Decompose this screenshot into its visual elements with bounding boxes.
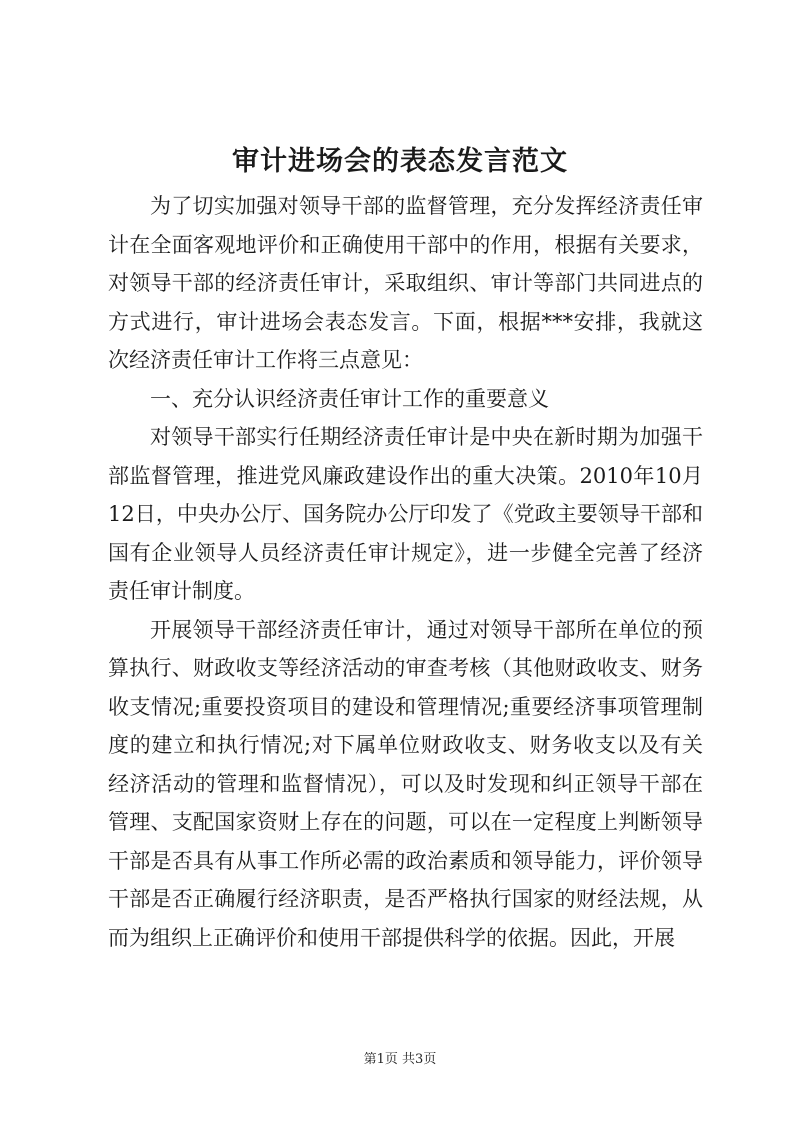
paragraph-audit-purpose: 开展领导干部经济责任审计，通过对领导干部所在单位的预算执行、财政收支等经济活动的审查考核（其他财政收支、财务收支情况;重要投资项目的建设和管理情况;重要经济事项管理制度的建立和执行情况;对下属单位财政收支、财务收支以及有关经济活动的管理和监督情况），可以及时发现和纠正领导干部在管理、支配国家资财上存在的问题，可以在一定程度上判断领导干部是否具有从事工作所必需的政治素质和领导能力，评价领导干部是否正确履行经济职责，是否严格执行国家的财经法规，从而为组织上正确评价和使用干部提供科学的依据。因此，开展	[108, 617, 703, 950]
page-footer: 第1页 共3页	[363, 1052, 437, 1067]
section-heading-1: 一、充分认识经济责任审计工作的重要意义	[150, 386, 549, 411]
paragraph-intro: 为了切实加强对领导干部的监督管理，充分发挥经济责任审计在全面客观地评价和正确使用干部中的作用，根据有关要求，对领导干部的经济责任审计，采取组织、审计等部门共同进点的方式进行，审计进场会表态发言。下面，根据***安排，我就这次经济责任审计工作将三点意见：	[108, 194, 703, 372]
document-title: 审计进场会的表态发言范文	[232, 146, 568, 177]
document-body	[108, 187, 703, 957]
paragraph-significance: 对领导干部实行任期经济责任审计是中央在新时期为加强干部监督管理，推进党风廉政建设作出的重大决策。2010年10月12日，中央办公厅、国务院办公厅印发了《党政主要领导干部和国有企业领导人员经济责任审计规定》，进一步健全完善了经济责任审计制度。	[108, 425, 703, 603]
